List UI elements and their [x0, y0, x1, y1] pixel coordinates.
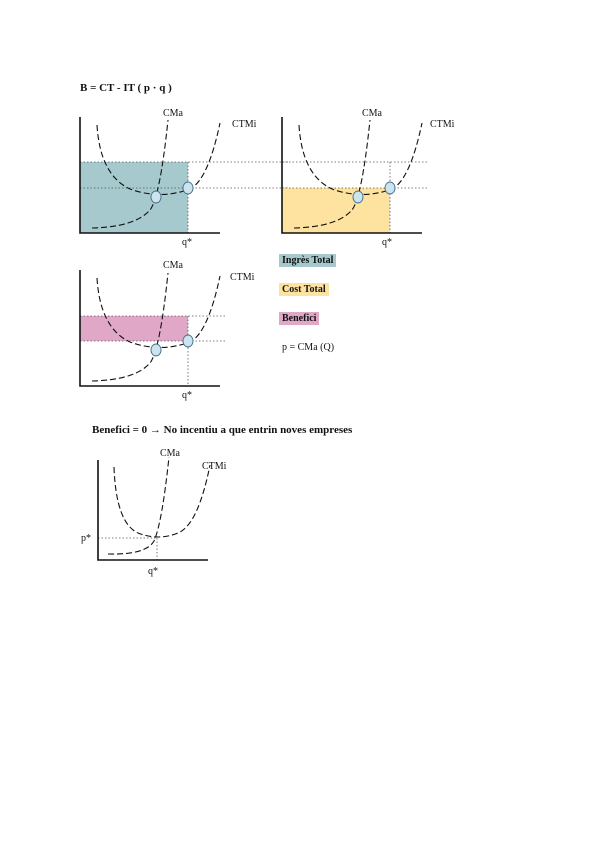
diagram-benefici	[60, 258, 280, 403]
ctmi-label: CTMi	[232, 119, 257, 130]
diagram-long-run	[78, 445, 278, 590]
page-title: B = CT - IT ( p · q )	[80, 82, 172, 94]
intersection-point	[151, 191, 161, 203]
cma-label: CMa	[362, 108, 382, 119]
p-star-label: p*	[81, 533, 91, 544]
benefici-area	[80, 316, 188, 341]
legend-equation: p = CMa (Q)	[282, 342, 335, 353]
q-star-label: q*	[182, 390, 192, 401]
cma-label: CMa	[163, 108, 183, 119]
legend-cost-total: Cost Total	[279, 283, 329, 296]
ctmi-curve	[114, 465, 210, 537]
ctmi-label: CTMi	[202, 461, 227, 472]
cma-curve	[108, 457, 169, 554]
equilibrium-point	[183, 182, 193, 194]
q-star-label: q*	[182, 237, 192, 248]
cost-total-area	[282, 188, 390, 233]
ctmi-label: CTMi	[230, 272, 255, 283]
zero-profit-statement: Benefici = 0 → No incentiu a que entrin noves empreses	[92, 424, 353, 436]
cma-label: CMa	[160, 448, 180, 459]
q-star-label: q*	[148, 566, 158, 577]
axes	[98, 460, 208, 560]
legend-benefici: Benefici	[279, 312, 319, 325]
q-star-label: q*	[382, 237, 392, 248]
ctmi-label: CTMi	[430, 119, 455, 130]
legend-ingres-total: Ingrès Total	[279, 254, 336, 267]
intersection-point	[353, 191, 363, 203]
ingres-total-area	[80, 162, 188, 233]
intersection-point	[151, 344, 161, 356]
equilibrium-point	[385, 182, 395, 194]
cma-label: CMa	[163, 260, 183, 271]
equilibrium-point	[183, 335, 193, 347]
diagram-cost-total	[262, 105, 482, 250]
diagram-ingres-total	[60, 105, 280, 250]
